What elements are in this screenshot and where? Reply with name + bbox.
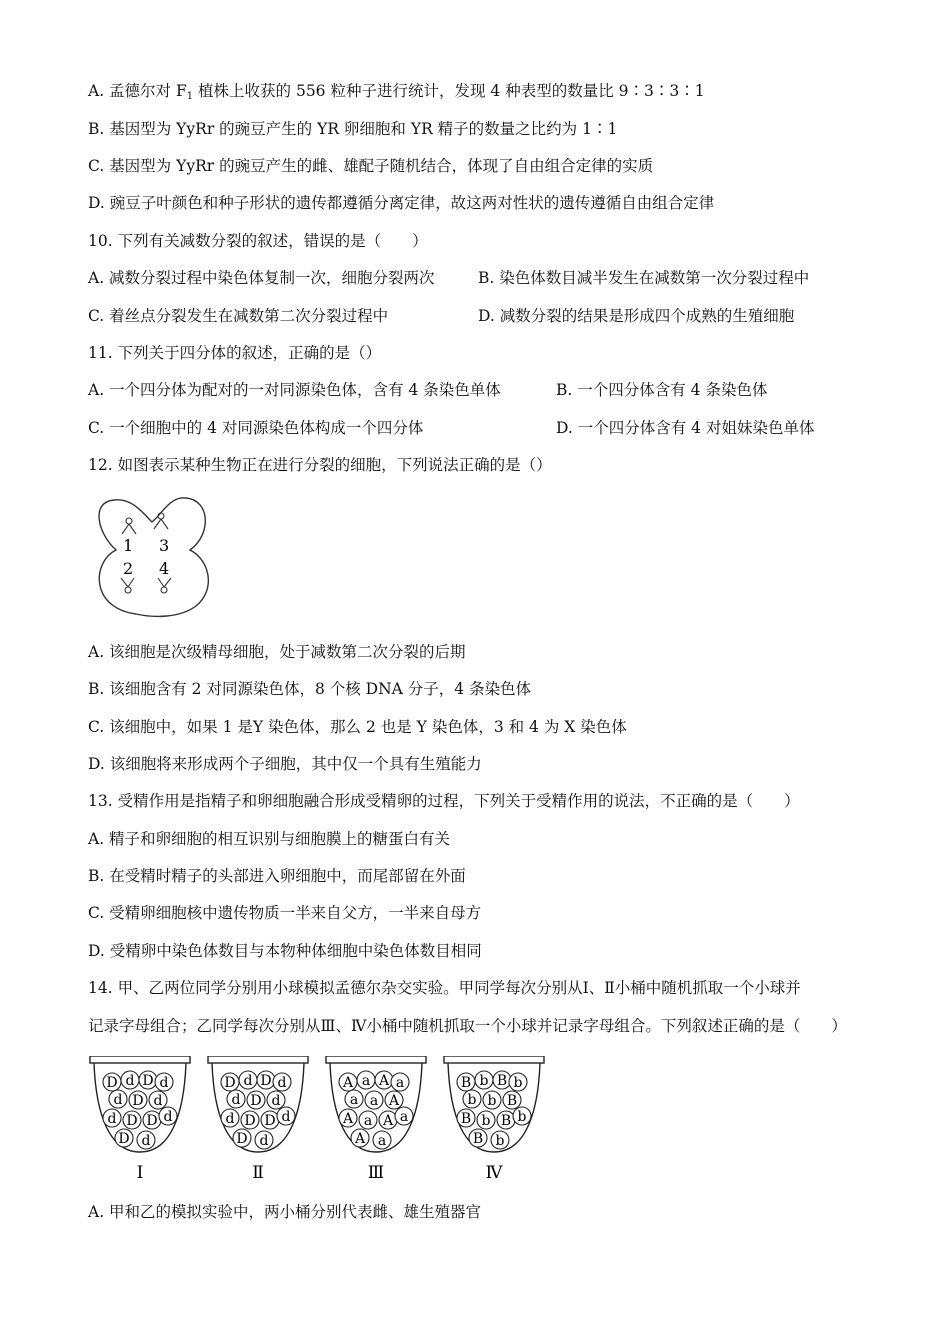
q9-option-a bbox=[88, 80, 705, 108]
q10-option-d: D. 减数分裂的结果是形成四个成熟的生殖细胞 bbox=[478, 307, 795, 325]
bucket-rim bbox=[326, 1056, 426, 1063]
ball-letter: d bbox=[243, 1073, 253, 1089]
q13-option-a: A. 精子和卵细胞的相互识别与细胞膜上的糖蛋白有关 bbox=[88, 830, 451, 848]
ball-letter: d bbox=[153, 1093, 163, 1109]
ball-letter: b bbox=[479, 1073, 489, 1089]
bucket-1 bbox=[90, 1056, 190, 1183]
q14-option-a: A. 甲和乙的模拟实验中，两小桶分别代表雌、雄生殖器官 bbox=[88, 1203, 482, 1221]
ball-letter: a bbox=[361, 1073, 371, 1089]
q13-option-d: D. 受精卵中染色体数目与本物种体细胞中染色体数目相同 bbox=[88, 942, 482, 960]
bucket-rim bbox=[208, 1056, 308, 1063]
ball-letter: d bbox=[225, 1111, 235, 1127]
buckets-figure bbox=[88, 1056, 548, 1186]
ball-letter: B bbox=[496, 1073, 508, 1089]
figure-label-3: 3 bbox=[159, 536, 170, 555]
ball-letter: a bbox=[395, 1075, 405, 1091]
bucket-label: Ⅰ bbox=[136, 1163, 144, 1183]
figure-label-4: 4 bbox=[159, 559, 170, 578]
ball-letter: b bbox=[495, 1133, 505, 1149]
q9-option-c: C. 基因型为 YyRr 的豌豆产生的雌、雄配子随机结合，体现了自由组合定律的实质 bbox=[88, 157, 654, 175]
ball-letter: b bbox=[487, 1093, 497, 1109]
q9-option-d: D. 豌豆子叶颜色和种子形状的遗传都遵循分离定律，故这两对性状的遗传遵循自由组合定律 bbox=[88, 194, 715, 212]
bucket-4 bbox=[444, 1056, 544, 1183]
ball-letter: d bbox=[163, 1109, 173, 1125]
q9-option-a-text: A. 孟德尔对 F bbox=[88, 82, 187, 100]
ball-letter: A bbox=[342, 1111, 354, 1127]
ball-letter: b bbox=[517, 1109, 527, 1125]
ball-letter: D bbox=[244, 1113, 256, 1129]
ball-letter: A bbox=[378, 1073, 390, 1089]
q11-option-b: B. 一个四分体含有 4 条染色体 bbox=[556, 381, 768, 399]
q9-option-a-text-cont: 植株上收获的 556 粒种子进行统计，发现 4 种表型的数量比 9∶3∶3∶1 bbox=[193, 82, 705, 100]
figure-label-2: 2 bbox=[123, 559, 134, 578]
q10-stem: 10. 下列有关减数分裂的叙述，错误的是（ ） bbox=[88, 232, 428, 250]
ball-letter: a bbox=[369, 1093, 379, 1109]
ball-letter: a bbox=[399, 1109, 409, 1125]
bucket-rim bbox=[444, 1056, 544, 1063]
ball-letter: d bbox=[277, 1075, 287, 1091]
ball-letter: d bbox=[281, 1109, 291, 1125]
cell-division-figure bbox=[92, 494, 212, 620]
figure-label-1: 1 bbox=[123, 536, 134, 555]
bucket-2 bbox=[208, 1056, 308, 1183]
q12-option-b: B. 该细胞含有 2 对同源染色体，8 个核 DNA 分子，4 条染色体 bbox=[88, 680, 532, 698]
ball-letter: a bbox=[377, 1133, 387, 1149]
ball-letter: B bbox=[460, 1075, 472, 1091]
q11-option-c: C. 一个细胞中的 4 对同源染色体构成一个四分体 bbox=[88, 419, 424, 437]
ball-letter: b bbox=[467, 1092, 477, 1108]
q14-stem-line2: 记录字母组合；乙同学每次分别从Ⅲ、Ⅳ小桶中随机抓取一个小球并记录字母组合。下列叙述正确的是（ ） bbox=[88, 1017, 847, 1035]
bucket-label: Ⅳ bbox=[485, 1163, 503, 1183]
q12-option-c: C. 该细胞中，如果 1 是Y 染色体，那么 2 也是 Y 染色体，3 和 4 为 X 染色体 bbox=[88, 718, 627, 736]
ball-letter: a bbox=[363, 1113, 373, 1129]
q9-option-a-subscript: 1 bbox=[186, 91, 194, 102]
q12-option-d: D. 该细胞将来形成两个子细胞，其中仅一个具有生殖能力 bbox=[88, 755, 482, 773]
ball-letter: D bbox=[146, 1113, 158, 1129]
ball-letter: A bbox=[382, 1113, 394, 1129]
q12-stem: 12. 如图表示某种生物正在进行分裂的细胞，下列说法正确的是（） bbox=[88, 456, 552, 474]
ball-letter: d bbox=[159, 1075, 169, 1091]
ball-letter: D bbox=[132, 1093, 144, 1109]
q9-option-b: B. 基因型为 YyRr 的豌豆产生的 YR 卵细胞和 YR 精子的数量之比约为 1∶1 bbox=[88, 120, 618, 138]
ball-letter: d bbox=[141, 1133, 151, 1149]
q13-option-b: B. 在受精时精子的头部进入卵细胞中，而尾部留在外面 bbox=[88, 867, 466, 885]
ball-letter: d bbox=[259, 1133, 269, 1149]
q10-option-c: C. 着丝点分裂发生在减数第二次分裂过程中 bbox=[88, 307, 389, 325]
q11-stem: 11. 下列关于四分体的叙述，正确的是（） bbox=[88, 344, 382, 362]
q10-option-b: B. 染色体数目减半发生在减数第一次分裂过程中 bbox=[478, 269, 810, 287]
ball-letter: D bbox=[224, 1075, 236, 1091]
ball-letter: d bbox=[271, 1093, 281, 1109]
q12-option-a: A. 该细胞是次级精母细胞，处于减数第二次分裂的后期 bbox=[88, 643, 466, 661]
ball-letter: D bbox=[126, 1113, 138, 1129]
ball-letter: d bbox=[125, 1073, 135, 1089]
ball-letter: B bbox=[500, 1113, 512, 1129]
q13-stem: 13. 受精作用是指精子和卵细胞融合形成受精卵的过程，下列关于受精作用的说法，不正确的是（ ） bbox=[88, 792, 800, 810]
q10-option-a: A. 减数分裂过程中染色体复制一次，细胞分裂两次 bbox=[88, 269, 435, 287]
q11-option-d: D. 一个四分体含有 4 对姐妹染色单体 bbox=[556, 419, 815, 437]
ball-letter: B bbox=[460, 1111, 472, 1127]
q11-option-a: A. 一个四分体为配对的一对同源染色体，含有 4 条染色单体 bbox=[88, 381, 501, 399]
ball-letter: D bbox=[118, 1131, 130, 1147]
ball-letter: D bbox=[142, 1073, 154, 1089]
q13-option-c: C. 受精卵细胞核中遗传物质一半来自父方，一半来自母方 bbox=[88, 904, 482, 922]
ball-letter: d bbox=[231, 1092, 241, 1108]
ball-letter: D bbox=[236, 1131, 248, 1147]
ball-letter: B bbox=[506, 1093, 518, 1109]
q14-stem-line1: 14. 甲、乙两位同学分别用小球模拟孟德尔杂交实验。甲同学每次分别从Ⅰ、Ⅱ小桶中随机抓取一个小球并 bbox=[88, 979, 801, 997]
ball-letter: d bbox=[113, 1092, 123, 1108]
bucket-label: Ⅲ bbox=[367, 1163, 385, 1183]
ball-letter: b bbox=[481, 1113, 491, 1129]
bucket-3 bbox=[326, 1056, 426, 1183]
ball-letter: D bbox=[264, 1113, 276, 1129]
ball-letter: B bbox=[472, 1131, 484, 1147]
ball-letter: A bbox=[342, 1075, 354, 1091]
ball-letter: A bbox=[388, 1093, 400, 1109]
ball-letter: b bbox=[513, 1075, 523, 1091]
bucket-rim bbox=[90, 1056, 190, 1063]
ball-letter: D bbox=[250, 1093, 262, 1109]
ball-letter: A bbox=[354, 1131, 366, 1147]
ball-letter: D bbox=[106, 1075, 118, 1091]
ball-letter: a bbox=[349, 1092, 359, 1108]
ball-letter: d bbox=[107, 1111, 117, 1127]
bucket-label: Ⅱ bbox=[252, 1163, 264, 1183]
ball-letter: D bbox=[260, 1073, 272, 1089]
